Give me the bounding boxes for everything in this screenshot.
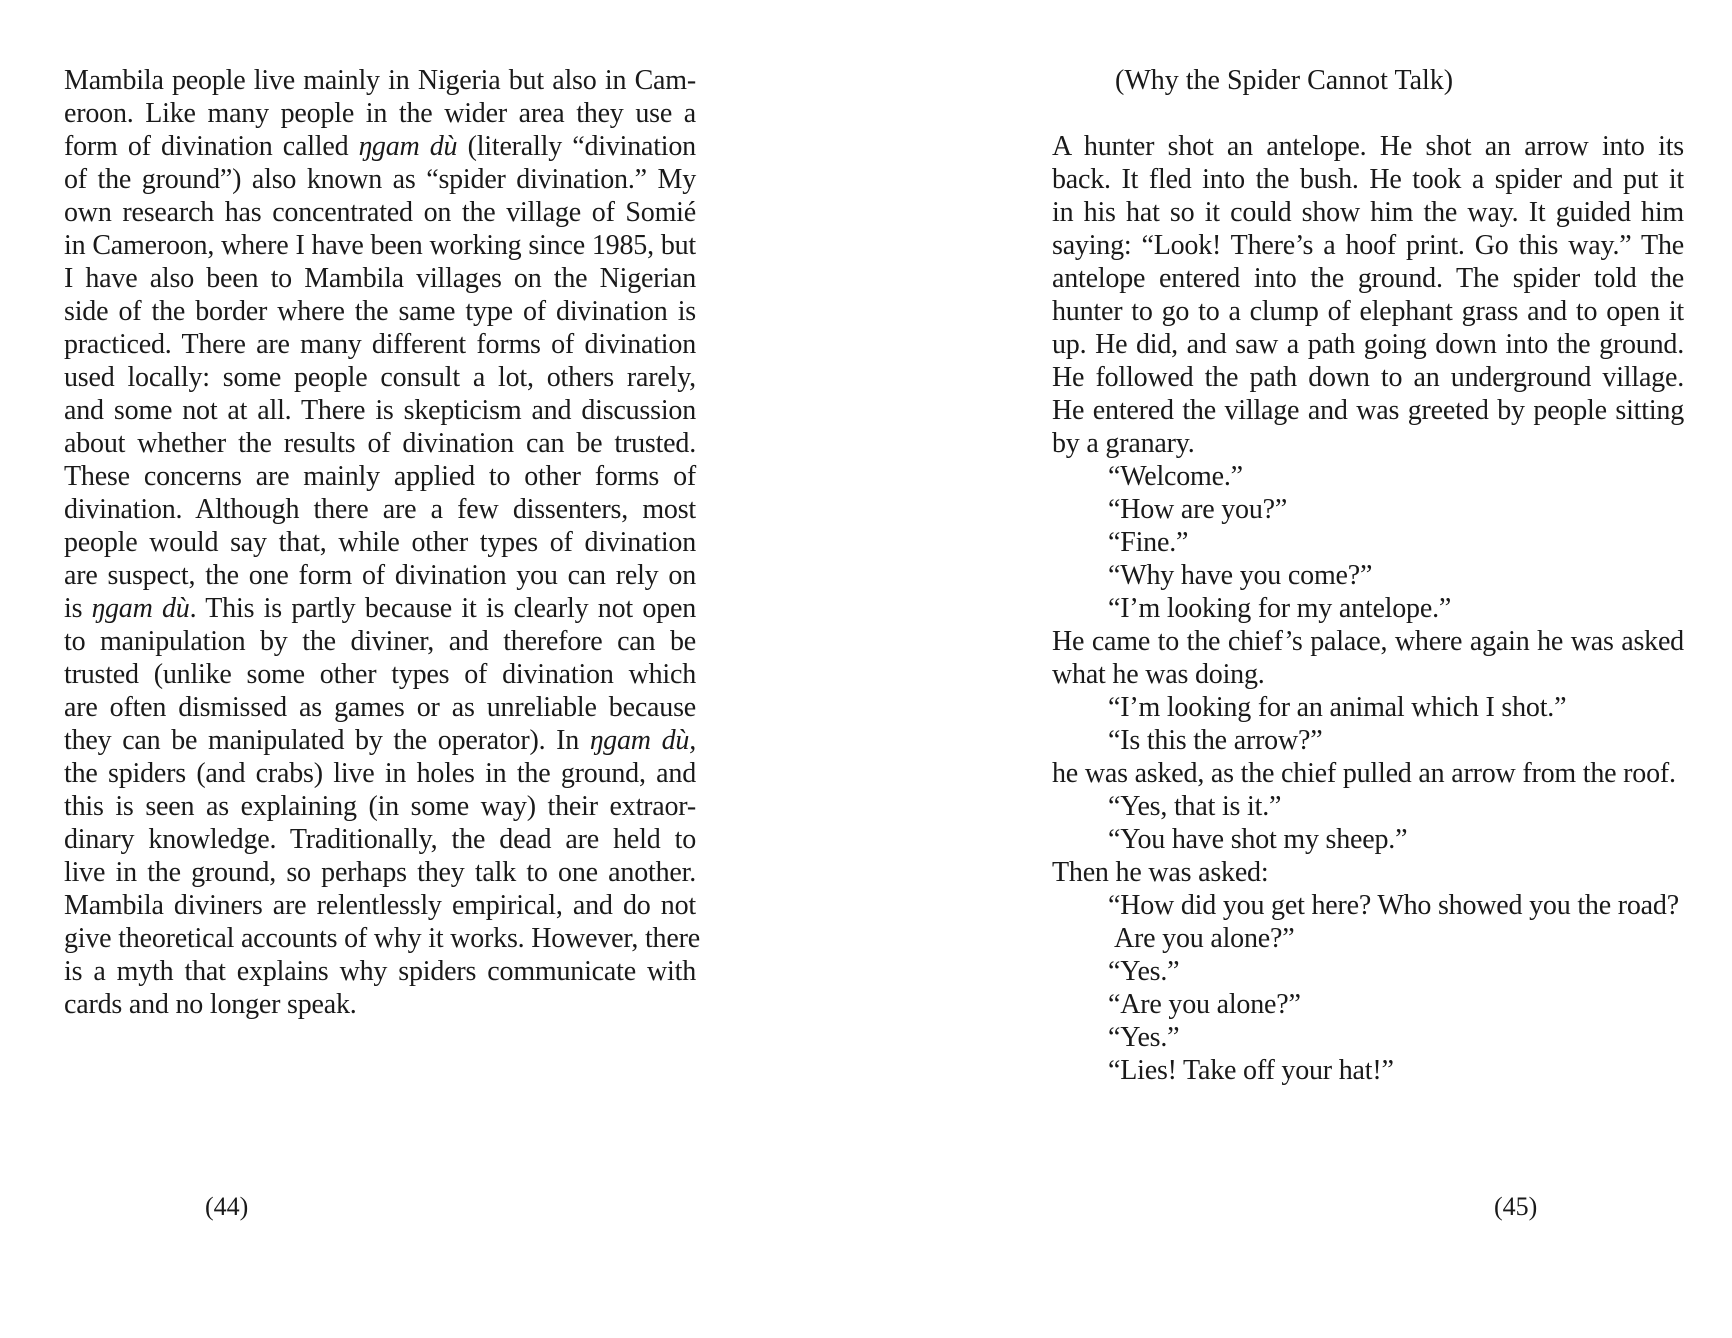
text-run: own research has concentrated on the village of Somié bbox=[64, 197, 696, 228]
text-line: Then he was asked: bbox=[1052, 857, 1269, 888]
left-body-text bbox=[64, 64, 700, 1021]
dialogue-line: “Why have you come?” bbox=[1108, 560, 1373, 591]
text-run: cards and no longer speak. bbox=[64, 989, 357, 1020]
text-run: I have also been to Mambila villages on the Nigerian bbox=[64, 263, 696, 294]
text-line bbox=[64, 262, 696, 295]
text-run: this is seen as explaining (in some way) their extraor- bbox=[64, 791, 696, 822]
text-run: dinary knowledge. Traditionally, the dead are held to bbox=[64, 824, 696, 855]
text-line bbox=[64, 658, 696, 691]
text-run: Mambila diviners are relentlessly empirical, and do not bbox=[64, 890, 696, 921]
text-run: give theoretical accounts of why it works. However, there bbox=[64, 923, 700, 954]
text-run: are often dismissed as games or as unreliable because bbox=[64, 692, 696, 723]
text-run: to manipulation by the diviner, and therefore can be bbox=[64, 626, 696, 657]
dialogue-line: “Welcome.” bbox=[1108, 461, 1243, 492]
text-run: about whether the results of divination can be trusted. bbox=[64, 428, 696, 459]
text-line bbox=[64, 790, 696, 823]
text-line bbox=[64, 328, 696, 361]
dialogue-line: “I’m looking for my antelope.” bbox=[1108, 593, 1452, 624]
text-run: in Cameroon, where I have been working since 1985, but bbox=[64, 230, 696, 261]
text-line bbox=[64, 163, 696, 196]
text-run: These concerns are mainly applied to other forms of bbox=[64, 461, 696, 492]
text-run: trusted (unlike some other types of divination which bbox=[64, 659, 696, 690]
text-run: is bbox=[64, 593, 92, 624]
text-line: what he was doing. bbox=[1052, 659, 1265, 690]
text-line bbox=[64, 361, 696, 394]
text-line: He entered the village and was greeted by people sitting bbox=[1052, 395, 1684, 426]
text-line: antelope entered into the ground. The spider told the bbox=[1052, 263, 1684, 294]
text-run: live in the ground, so perhaps they talk to one another. bbox=[64, 857, 696, 888]
text-run: . This is partly because it is clearly not open bbox=[189, 593, 696, 624]
text-line bbox=[64, 625, 696, 658]
dialogue-line: “Is this the arrow?” bbox=[1108, 725, 1323, 756]
dialogue-line: “Fine.” bbox=[1108, 527, 1189, 558]
text-line bbox=[64, 427, 696, 460]
text-line bbox=[64, 889, 696, 922]
text-line: hunter to go to a clump of elephant grass and to open it bbox=[1052, 296, 1684, 327]
text-line bbox=[64, 229, 696, 262]
text-line bbox=[64, 493, 696, 526]
text-line: in his hat so it could show him the way. It guided him bbox=[1052, 197, 1684, 228]
text-run: people would say that, while other types of divination bbox=[64, 527, 696, 558]
text-line bbox=[64, 691, 696, 724]
text-run: practiced. There are many different forms of divination bbox=[64, 329, 696, 360]
text-line bbox=[64, 559, 696, 592]
dialogue-line: “Yes.” bbox=[1108, 1022, 1180, 1053]
dialogue-line: Are you alone?” bbox=[1114, 923, 1295, 954]
text-line: He came to the chief’s palace, where again he was asked bbox=[1052, 626, 1684, 657]
text-run: side of the border where the same type of divination is bbox=[64, 296, 696, 327]
text-line bbox=[64, 526, 696, 559]
text-line bbox=[64, 823, 696, 856]
text-run: and some not at all. There is skepticism and discussion bbox=[64, 395, 696, 426]
text-run: used locally: some people consult a lot, others rarely, bbox=[64, 362, 696, 393]
dialogue-line: “How are you?” bbox=[1108, 494, 1288, 525]
text-run: they can be manipulated by the operator). In bbox=[64, 725, 590, 756]
text-run: of the ground”) also known as “spider divination.” My bbox=[64, 164, 696, 195]
right-page-number: (45) bbox=[1494, 1192, 1538, 1221]
italic-term: ŋgam dù, bbox=[589, 725, 696, 756]
text-run: (literally “divination bbox=[457, 131, 696, 162]
dialogue-line: “Yes, that is it.” bbox=[1108, 791, 1282, 822]
dialogue-line: “Lies! Take off your hat!” bbox=[1108, 1055, 1394, 1086]
dialogue-line: “You have shot my sheep.” bbox=[1108, 824, 1408, 855]
text-line: A hunter shot an antelope. He shot an arrow into its bbox=[1052, 131, 1684, 162]
text-line: back. It fled into the bush. He took a spider and put it bbox=[1052, 164, 1684, 195]
italic-term: ŋgam dù bbox=[91, 593, 190, 624]
text-line: he was asked, as the chief pulled an arrow from the roof. bbox=[1052, 758, 1676, 789]
text-line bbox=[64, 988, 696, 1021]
text-line bbox=[64, 856, 696, 889]
text-line bbox=[64, 64, 696, 97]
right-body-text bbox=[1052, 130, 1684, 1087]
text-line bbox=[64, 97, 696, 130]
text-run: Mambila people live mainly in Nigeria but also in Cam- bbox=[64, 65, 696, 96]
text-line bbox=[64, 955, 696, 988]
text-line: up. He did, and saw a path going down into the ground. bbox=[1052, 329, 1684, 360]
dialogue-line: “How did you get here? Who showed you the road? bbox=[1108, 890, 1679, 921]
dialogue-line: “Are you alone?” bbox=[1108, 989, 1301, 1020]
text-line bbox=[64, 757, 696, 790]
text-line bbox=[64, 394, 696, 427]
left-page-number: (44) bbox=[205, 1192, 249, 1221]
text-line bbox=[64, 295, 696, 328]
text-run: the spiders (and crabs) live in holes in the ground, and bbox=[64, 758, 696, 789]
text-run: is a myth that explains why spiders communicate with bbox=[64, 956, 696, 987]
text-run: eroon. Like many people in the wider area they use a bbox=[64, 98, 696, 129]
dialogue-line: “I’m looking for an animal which I shot.” bbox=[1108, 692, 1567, 723]
text-line bbox=[64, 196, 696, 229]
italic-term: ŋgam dù bbox=[358, 131, 458, 162]
text-line: He followed the path down to an underground village. bbox=[1052, 362, 1684, 393]
text-line bbox=[64, 922, 700, 955]
story-title: (Why the Spider Cannot Talk) bbox=[1115, 65, 1454, 96]
text-run: divination. Although there are a few dissenters, most bbox=[64, 494, 696, 525]
text-line: saying: “Look! There’s a hoof print. Go this way.” The bbox=[1052, 230, 1684, 261]
text-line bbox=[64, 460, 696, 493]
dialogue-line: “Yes.” bbox=[1108, 956, 1180, 987]
text-line bbox=[64, 130, 696, 163]
text-run: form of divination called bbox=[64, 131, 359, 162]
text-line bbox=[64, 724, 696, 757]
text-line bbox=[64, 592, 696, 625]
text-run: are suspect, the one form of divination you can rely on bbox=[64, 560, 696, 591]
text-line: by a granary. bbox=[1052, 428, 1195, 459]
